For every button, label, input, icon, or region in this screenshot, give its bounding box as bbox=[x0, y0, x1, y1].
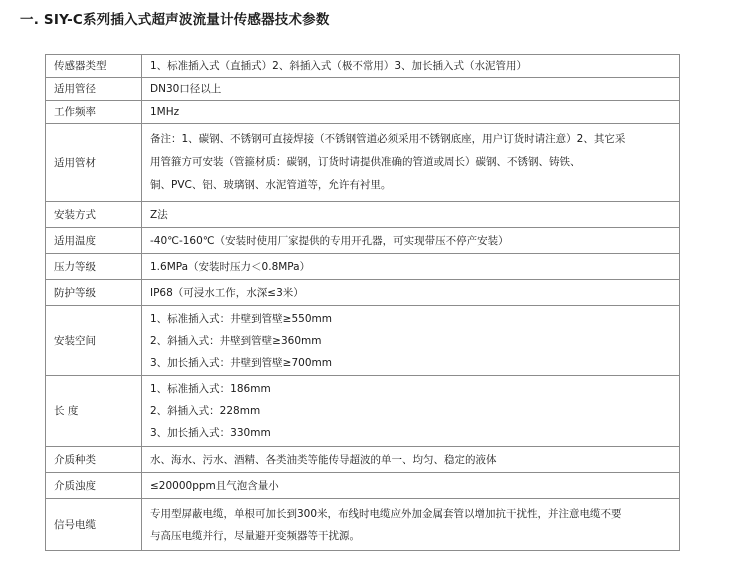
row-label: 安装方式 bbox=[46, 202, 142, 228]
table-row bbox=[46, 447, 680, 473]
row-value bbox=[142, 473, 680, 499]
row-value bbox=[142, 254, 680, 280]
value-line: 3、加长插入式：330mm bbox=[150, 427, 271, 439]
row-value bbox=[142, 78, 680, 101]
value-line: 1、标准插入式（直插式）2、斜插入式（极不常用）3、加长插入式（水泥管用） bbox=[150, 60, 528, 72]
value-line: 1.6MPa（安装时压力＜0.8MPa） bbox=[150, 260, 311, 273]
value-line: 2、斜插入式：井壁到管壁≥360mm bbox=[150, 334, 322, 347]
table-row bbox=[46, 306, 680, 376]
row-value bbox=[142, 499, 680, 551]
table-row bbox=[46, 254, 680, 280]
table-row bbox=[46, 376, 680, 447]
row-value bbox=[142, 101, 680, 124]
value-line: 1、标准插入式：186mm bbox=[150, 383, 271, 395]
value-line: -40℃-160℃（安装时使用厂家提供的专用开孔器，可实现带压不停产安装） bbox=[150, 234, 509, 247]
value-line: Z法 bbox=[150, 208, 168, 221]
row-label: 适用管径 bbox=[46, 78, 142, 101]
row-label: 信号电缆 bbox=[46, 499, 142, 551]
row-label: 介质种类 bbox=[46, 447, 142, 473]
value-line: 水、海水、污水、酒精、各类油类等能传导超波的单一、均匀、稳定的液体 bbox=[150, 453, 497, 466]
value-line: 1MHz bbox=[150, 106, 180, 118]
value-line: IP68（可浸水工作，水深≤3米） bbox=[150, 286, 304, 299]
table-row bbox=[46, 499, 680, 551]
row-label: 适用管材 bbox=[46, 124, 142, 202]
value-line: 专用型屏蔽电缆，单根可加长到300米，布线时电缆应外加金属套管以增加抗干扰性，并注意电缆不要 bbox=[150, 507, 622, 520]
value-line: 与高压电缆并行，尽量避开变频器等干扰源。 bbox=[150, 529, 360, 542]
value-line: 用管箍方可安装（管箍材质：碳钢，订货时请提供准确的管道或周长）碳钢、不锈钢、铸铁、 bbox=[150, 156, 581, 168]
row-value bbox=[142, 228, 680, 254]
row-label: 传感器类型 bbox=[46, 55, 142, 78]
table-row bbox=[46, 280, 680, 306]
row-label: 工作频率 bbox=[46, 101, 142, 124]
table-row bbox=[46, 78, 680, 101]
spec-table bbox=[45, 54, 680, 551]
row-value bbox=[142, 447, 680, 473]
row-label: 防护等级 bbox=[46, 280, 142, 306]
table-row bbox=[46, 101, 680, 124]
value-line: 2、斜插入式：228mm bbox=[150, 405, 261, 417]
value-line: 备注：1、碳钢、不锈钢可直接焊接（不锈钢管道必须采用不锈钢底座，用户订货时请注意）2、其它采 bbox=[150, 133, 626, 145]
value-line: 3、加长插入式：井壁到管壁≥700mm bbox=[150, 356, 332, 369]
table-row bbox=[46, 473, 680, 499]
row-value bbox=[142, 306, 680, 376]
row-value bbox=[142, 202, 680, 228]
table-row bbox=[46, 55, 680, 78]
table-row bbox=[46, 124, 680, 202]
row-label: 压力等级 bbox=[46, 254, 142, 280]
row-value bbox=[142, 124, 680, 202]
row-label: 适用温度 bbox=[46, 228, 142, 254]
value-line: DN30口径以上 bbox=[150, 83, 222, 95]
row-value bbox=[142, 55, 680, 78]
table-row bbox=[46, 228, 680, 254]
value-line: 铜、PVC、铝、玻璃钢、水泥管道等，允许有衬里。 bbox=[150, 179, 392, 191]
value-line: 1、标准插入式：井壁到管壁≥550mm bbox=[150, 312, 332, 325]
table-row bbox=[46, 202, 680, 228]
row-label: 长 度 bbox=[46, 376, 142, 447]
row-value bbox=[142, 280, 680, 306]
row-value bbox=[142, 376, 680, 447]
row-label: 介质浊度 bbox=[46, 473, 142, 499]
value-line: ≤20000ppm且气泡含量小 bbox=[150, 479, 279, 492]
page-title: 一. SIY-C系列插入式超声波流量计传感器技术参数 bbox=[20, 12, 330, 28]
row-label: 安装空间 bbox=[46, 306, 142, 376]
